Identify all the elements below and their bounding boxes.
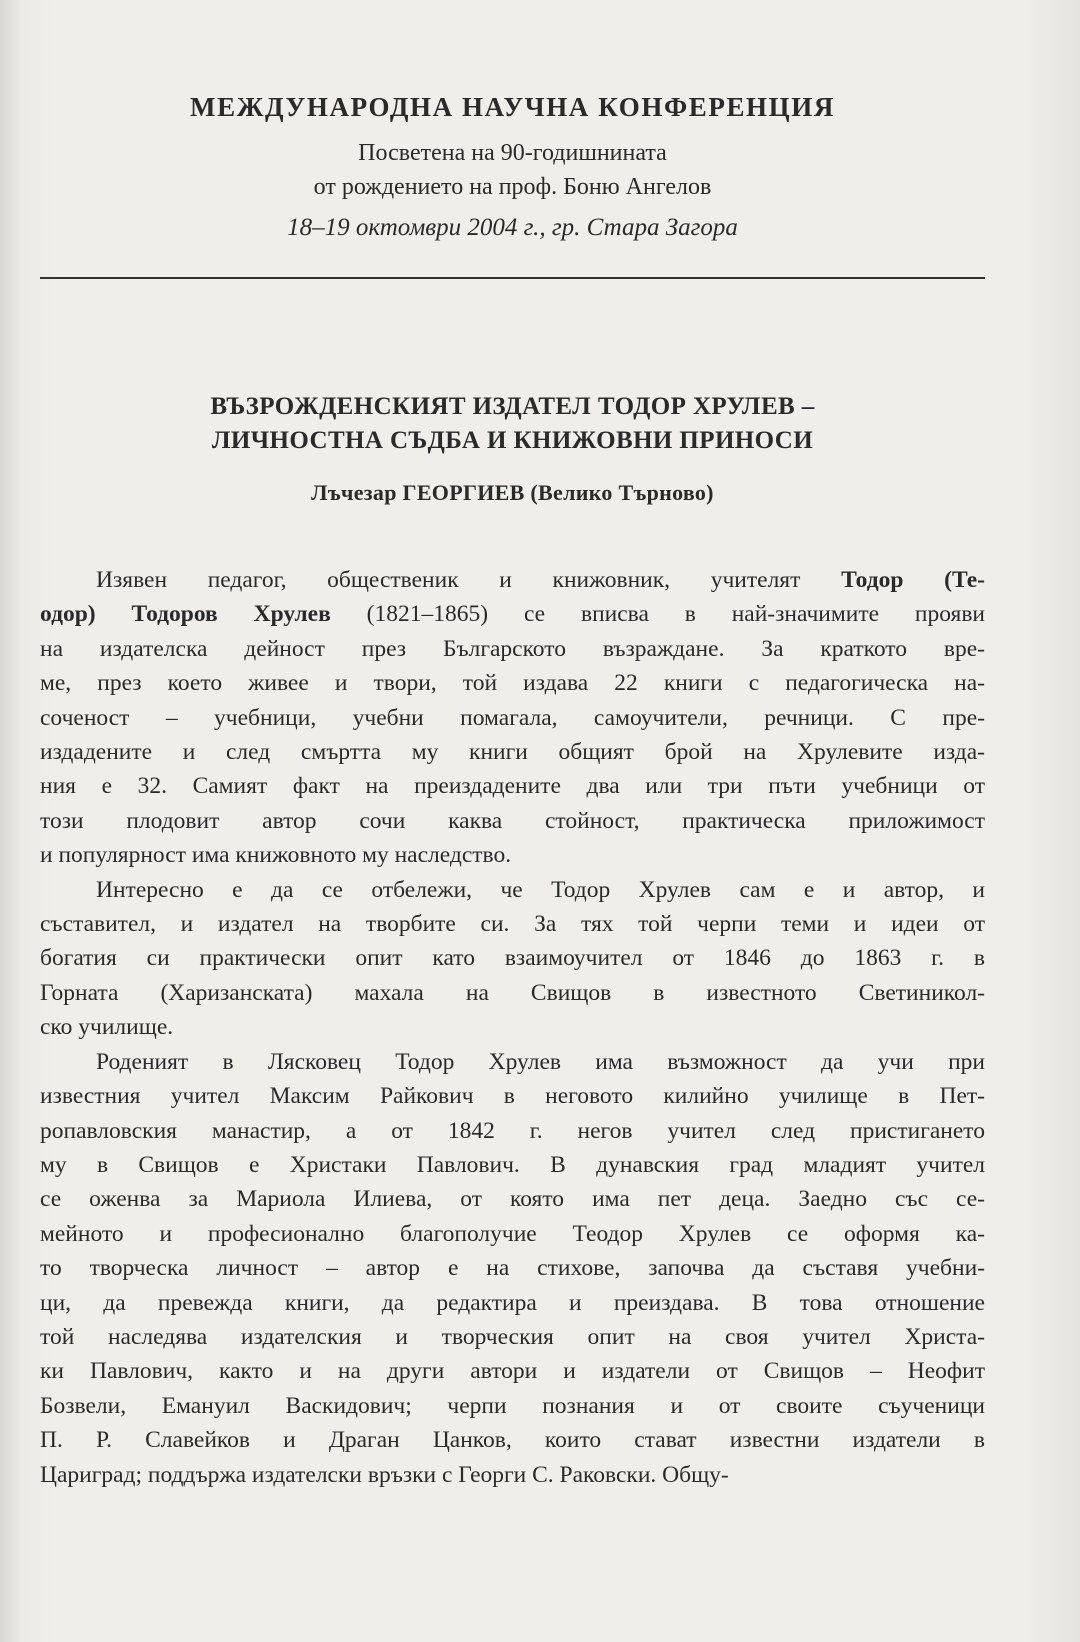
paragraph — [40, 563, 985, 873]
text-run: се оженва за Мариола Илиева, от която има пет деца. Заедно със се- — [40, 1186, 985, 1213]
text-line — [40, 1010, 985, 1044]
text-line — [40, 1148, 985, 1182]
text-run: съставител, и издател на творбите си. За тях той черпи теми и идеи от — [40, 911, 985, 938]
conference-header — [40, 90, 985, 244]
text-run: ния е 32. Самият факт на преиздадените два или три пъти учебници от — [40, 773, 985, 800]
text-line — [40, 1458, 985, 1492]
text-run: Интересно е да се отбележи, че Тодор Хрулев сам е и автор, и — [96, 876, 985, 903]
text-run: този плодовит автор сочи каква стойност, практическа приложимост — [40, 807, 985, 834]
text-run: мейното и професионално благополучие Теодор Хрулев се оформя ка- — [40, 1220, 985, 1247]
text-line — [40, 701, 985, 735]
text-run: ки Павлович, както и на други автори и издатели от Свищов – Неофит — [40, 1358, 985, 1385]
paragraph — [40, 873, 985, 1045]
text-run: ропавловския манастир, а от 1842 г. негов учител след пристигането — [40, 1117, 985, 1144]
paragraph — [40, 1045, 985, 1492]
text-run: Тодор (Те- — [841, 567, 985, 593]
text-line — [40, 1045, 985, 1079]
text-line — [40, 1354, 985, 1388]
conference-date-place: 18–19 октомври 2004 г., гр. Стара Загора — [287, 214, 738, 241]
text-run: богатия си практически опит като взаимоучител от 1846 до 1863 г. в — [40, 945, 985, 972]
text-run: известния учител Максим Райкович в неговото килийно училище в Пет- — [40, 1083, 985, 1110]
text-line — [40, 735, 985, 769]
text-line — [40, 1182, 985, 1216]
text-line — [40, 769, 985, 803]
text-line — [40, 1389, 985, 1423]
text-line — [40, 666, 985, 700]
text-line — [40, 563, 985, 597]
header-divider — [40, 277, 985, 279]
text-line — [40, 976, 985, 1010]
text-run: на издателска дейност през Българското възраждане. За краткото вре- — [40, 635, 985, 662]
article-title-line2: ЛИЧНОСТНА СЪДБА И КНИЖОВНИ ПРИНОСИ — [211, 427, 814, 454]
text-run: ско училище. — [40, 1014, 174, 1041]
text-line — [40, 941, 985, 975]
conference-dedication-line1: Посветена на 90-годишнината — [358, 140, 667, 166]
text-run: той наследява издателския и творческия опит на своя учител Христа- — [40, 1323, 985, 1350]
article-body — [40, 563, 985, 1492]
text-line — [40, 1114, 985, 1148]
article-heading — [40, 390, 985, 508]
text-run: Горната (Харизанската) махала на Свищов в известното Светиникол- — [40, 979, 985, 1006]
text-line — [40, 838, 985, 872]
text-line — [40, 1079, 985, 1113]
text-line — [40, 873, 985, 907]
text-run: соченост – учебници, учебни помагала, самоучители, речници. С пре- — [40, 704, 985, 731]
text-run: и популярност има книжовното му наследство. — [40, 842, 512, 869]
text-run: му в Свищов е Христаки Павлович. В дунавския град младият учител — [40, 1151, 985, 1178]
conference-title: МЕЖДУНАРОДНА НАУЧНА КОНФЕРЕНЦИЯ — [190, 92, 835, 122]
article-author: Лъчезар ГЕОРГИЕВ (Велико Търново) — [311, 480, 714, 505]
text-line — [40, 1320, 985, 1354]
text-line — [40, 632, 985, 666]
text-run: то творческа личност – автор е на стихове, започва да съставя учебни- — [40, 1255, 985, 1282]
conference-dedication-line2: от рождението на проф. Боню Ангелов — [313, 174, 712, 200]
text-run: Роденият в Лясковец Тодор Хрулев има възможност да учи при — [96, 1048, 985, 1075]
text-line — [40, 1251, 985, 1285]
text-run: издадените и след смъртта му книги общият брой на Хрулевите изда- — [40, 739, 985, 766]
text-line — [40, 1217, 985, 1251]
text-run: Изявен педагог, общественик и книжовник, учителят — [96, 567, 842, 593]
text-line — [40, 1286, 985, 1320]
article-title-line1: ВЪЗРОЖДЕНСКИЯТ ИЗДАТЕЛ ТОДОР ХРУЛЕВ – — [210, 393, 815, 420]
text-line — [40, 907, 985, 941]
text-run: (1821–1865) се вписва в най-значимите прояви — [330, 601, 986, 628]
text-line — [40, 804, 985, 838]
text-run: одор) Тодоров Хрулев — [40, 601, 331, 628]
text-run: Цариград; поддържа издателски връзки с Георги С. Раковски. Общу- — [40, 1461, 729, 1488]
text-run: Бозвели, Емануил Васкидович; черпи познания и от своите съученици — [40, 1392, 985, 1419]
text-line — [40, 597, 985, 631]
text-run: ци, да превежда книги, да редактира и преиздава. В това отношение — [40, 1289, 985, 1316]
text-run: П. Р. Славейков и Драган Цанков, които стават известни издатели в — [40, 1427, 985, 1454]
text-line — [40, 1423, 985, 1457]
text-run: ме, през което живее и твори, той издава 22 книги с педагогическа на- — [40, 670, 985, 697]
